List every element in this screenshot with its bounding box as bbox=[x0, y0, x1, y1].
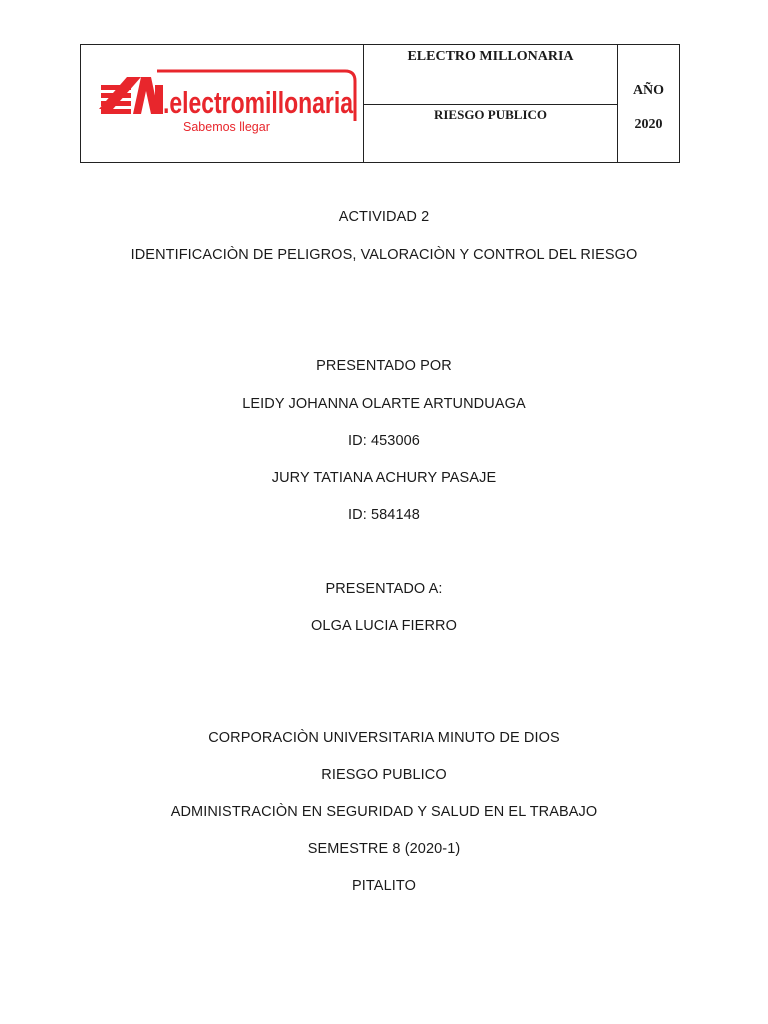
year-value: 2020 bbox=[634, 117, 663, 132]
author-2-name: JURY TATIANA ACHURY PASAJE bbox=[271, 470, 497, 486]
subject-name: RIESGO PUBLICO bbox=[433, 107, 548, 122]
teacher-name: OLGA LUCIA FIERRO bbox=[311, 618, 457, 634]
document-title: IDENTIFICACIÒN DE PELIGROS, VALORACIÒN Y CONTROL DEL RIESGO bbox=[130, 247, 638, 263]
author-1-name: LEIDY JOHANNA OLARTE ARTUNDUAGA bbox=[242, 396, 526, 412]
logo-wordmark: .electromillonaria bbox=[163, 85, 354, 120]
author-1-id: ID: 453006 bbox=[348, 433, 420, 449]
logo-cell bbox=[81, 45, 364, 163]
author-2-id: ID: 584148 bbox=[348, 507, 420, 523]
city: PITALITO bbox=[352, 878, 416, 894]
activity-title: ACTIVIDAD 2 bbox=[338, 209, 430, 225]
header-table bbox=[80, 44, 680, 163]
presented-by-label: PRESENTADO POR bbox=[316, 358, 452, 374]
presented-to-label: PRESENTADO A: bbox=[325, 581, 443, 597]
year-cell bbox=[618, 45, 680, 163]
semester: SEMESTRE 8 (2020-1) bbox=[307, 841, 461, 857]
university-name: CORPORACIÒN UNIVERSITARIA MINUTO DE DIOS bbox=[208, 730, 560, 746]
company-name: ELECTRO MILLONARIA bbox=[364, 45, 617, 105]
title-cell bbox=[364, 45, 618, 163]
course-name: RIESGO PUBLICO bbox=[321, 767, 447, 783]
year-label: AÑO bbox=[632, 83, 665, 98]
logo-graphic bbox=[97, 63, 357, 143]
program-name: ADMINISTRACIÒN EN SEGURIDAD Y SALUD EN EL TRABAJO bbox=[170, 804, 598, 820]
electromillonaria-logo bbox=[97, 63, 357, 143]
logo-tagline: Sabemos llegar bbox=[183, 120, 270, 134]
